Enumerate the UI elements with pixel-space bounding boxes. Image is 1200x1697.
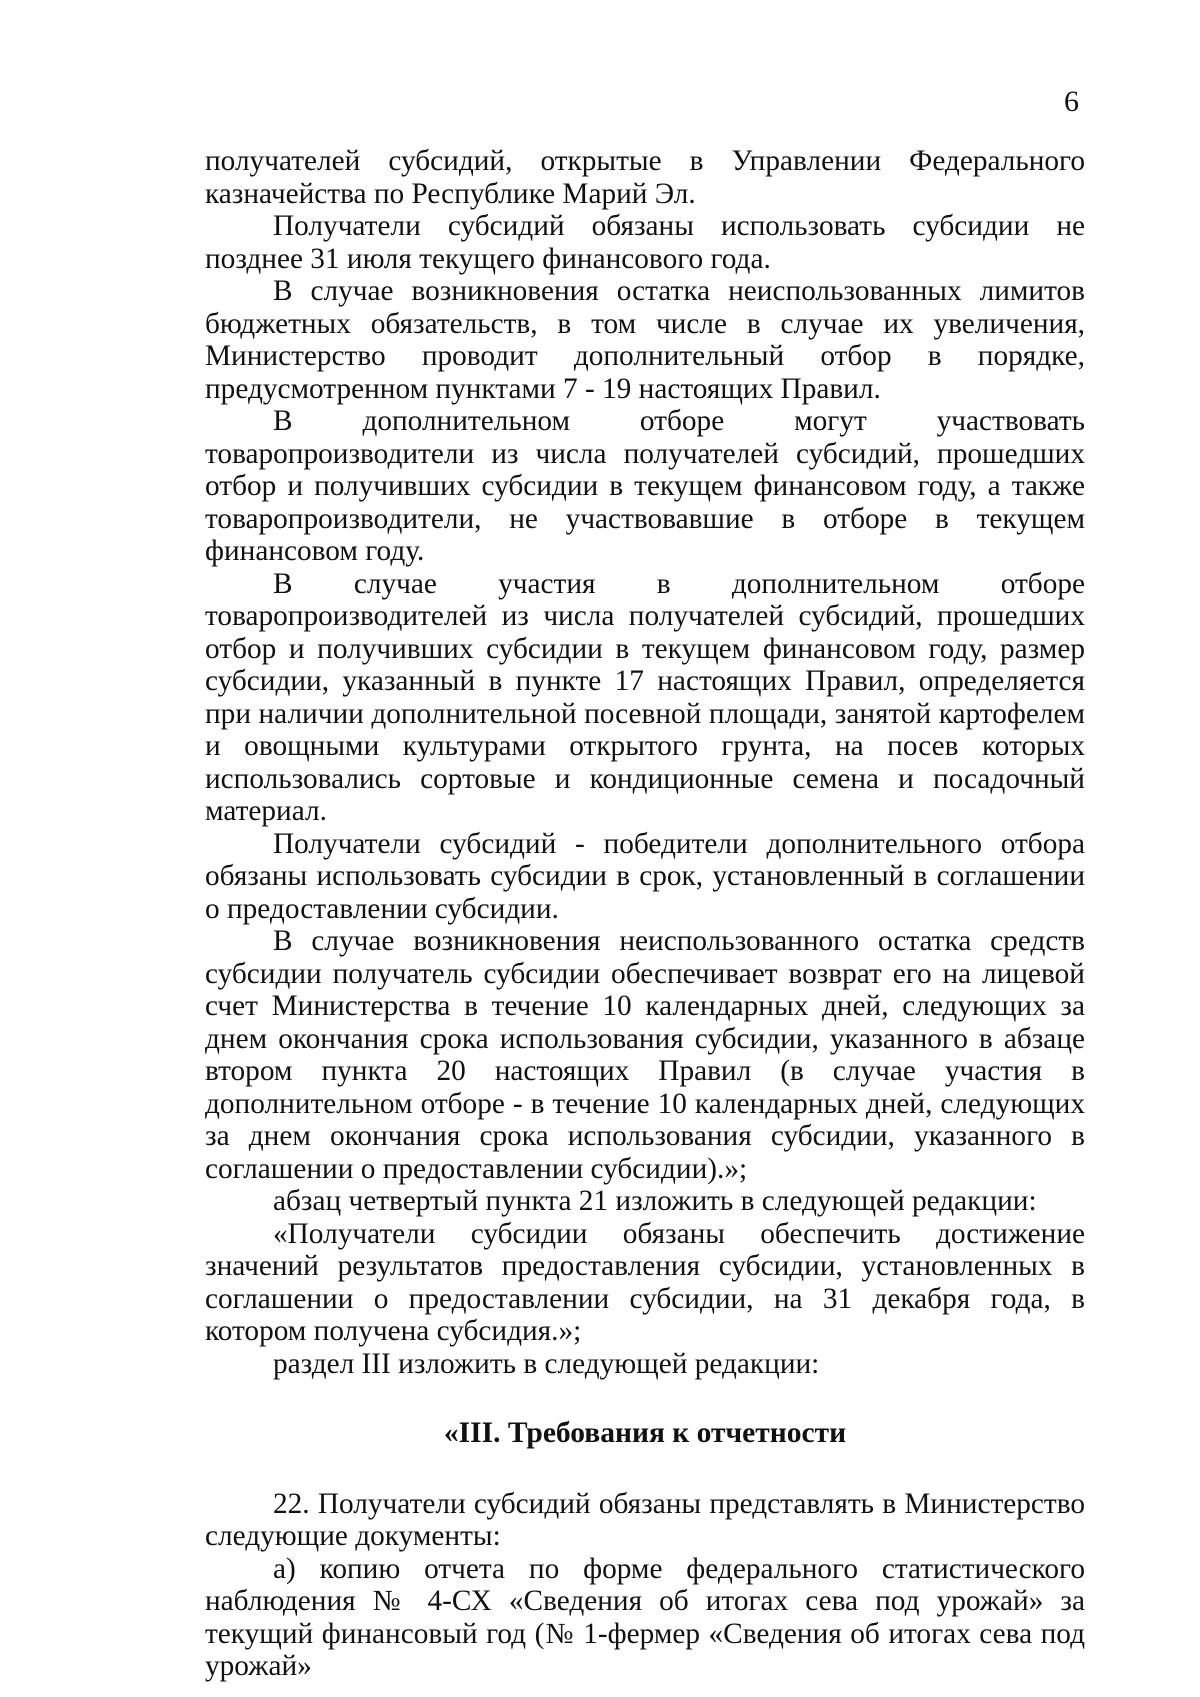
document-body xyxy=(205,145,1085,1683)
paragraph: В дополнительном отборе могут участвовать товаропроизводители из числа получателей субсидий, прошедших отбор и получивших субсидии в текущем финансовом году, а также товаропроизводители, не участвовавшие в отборе в текущем финансовом году. xyxy=(205,405,1085,567)
paragraph: а) копию отчета по форме федерального статистического наблюдения № 4-СХ «Сведения об итогах сева под урожай» за текущий финансовый год (№ 1-фермер «Сведения об итогах сева под урожай» xyxy=(205,1552,1085,1682)
paragraph: Получатели субсидий - победители дополнительного отбора обязаны использовать субсидии в срок, установленный в соглашении о предоставлении субсидии. xyxy=(205,827,1085,925)
paragraph: 22. Получатели субсидий обязаны представлять в Министерство следующие документы: xyxy=(205,1487,1085,1552)
section-heading: «III. Требования к отчетности xyxy=(443,1417,847,1449)
paragraph: абзац четвертый пункта 21 изложить в следующей редакции: xyxy=(273,1185,1037,1217)
paragraph: В случае возникновения неиспользованного остатка средств субсидии получатель субсидии обеспечивает возврат его на лицевой счет Министерства в течение 10 календарных дней, следующих за днем окончания срока использования субсидии, указанного в абзаце втором пункта 20 настоящих Правил (в случае участия в дополнительном отборе - в течение 10 календарных дней, следующих за днем окончания срока использования субсидии, указанного в соглашении о предоставлении субсидии).»; xyxy=(205,925,1085,1185)
paragraph: получателей субсидий, открытые в Управлении Федерального казначейства по Республике Марий Эл. xyxy=(205,145,1085,210)
paragraph: В случае возникновения остатка неиспользованных лимитов бюджетных обязательств, в том числе в случае их увеличения, Министерство проводит дополнительный отбор в порядке, предусмотренном пунктами 7 - 19 настоящих Правил. xyxy=(205,275,1085,405)
page-number: 6 xyxy=(1064,85,1079,118)
paragraph: раздел III изложить в следующей редакции: xyxy=(273,1347,820,1380)
paragraph: В случае участия в дополнительном отборе товаропроизводителей из числа получателей субсидий, прошедших отбор и получивших субсидии в текущем финансовом году, размер субсидии, указанный в пункте 17 настоящих Правил, определяется при наличии дополнительной посевной площади, занятой картофелем и овощными культурами открытого грунта, на посев которых использовались сортовые и кондиционные семена и посадочный материал. xyxy=(205,567,1085,827)
paragraph: «Получатели субсидии обязаны обеспечить достижение значений результатов предоставления субсидии, установленных в соглашении о предоставлении субсидии, на 31 декабря года, в котором получена субсидия.»; xyxy=(205,1217,1085,1347)
paragraph: Получатели субсидий обязаны использовать субсидии не позднее 31 июля текущего финансового года. xyxy=(205,210,1085,275)
